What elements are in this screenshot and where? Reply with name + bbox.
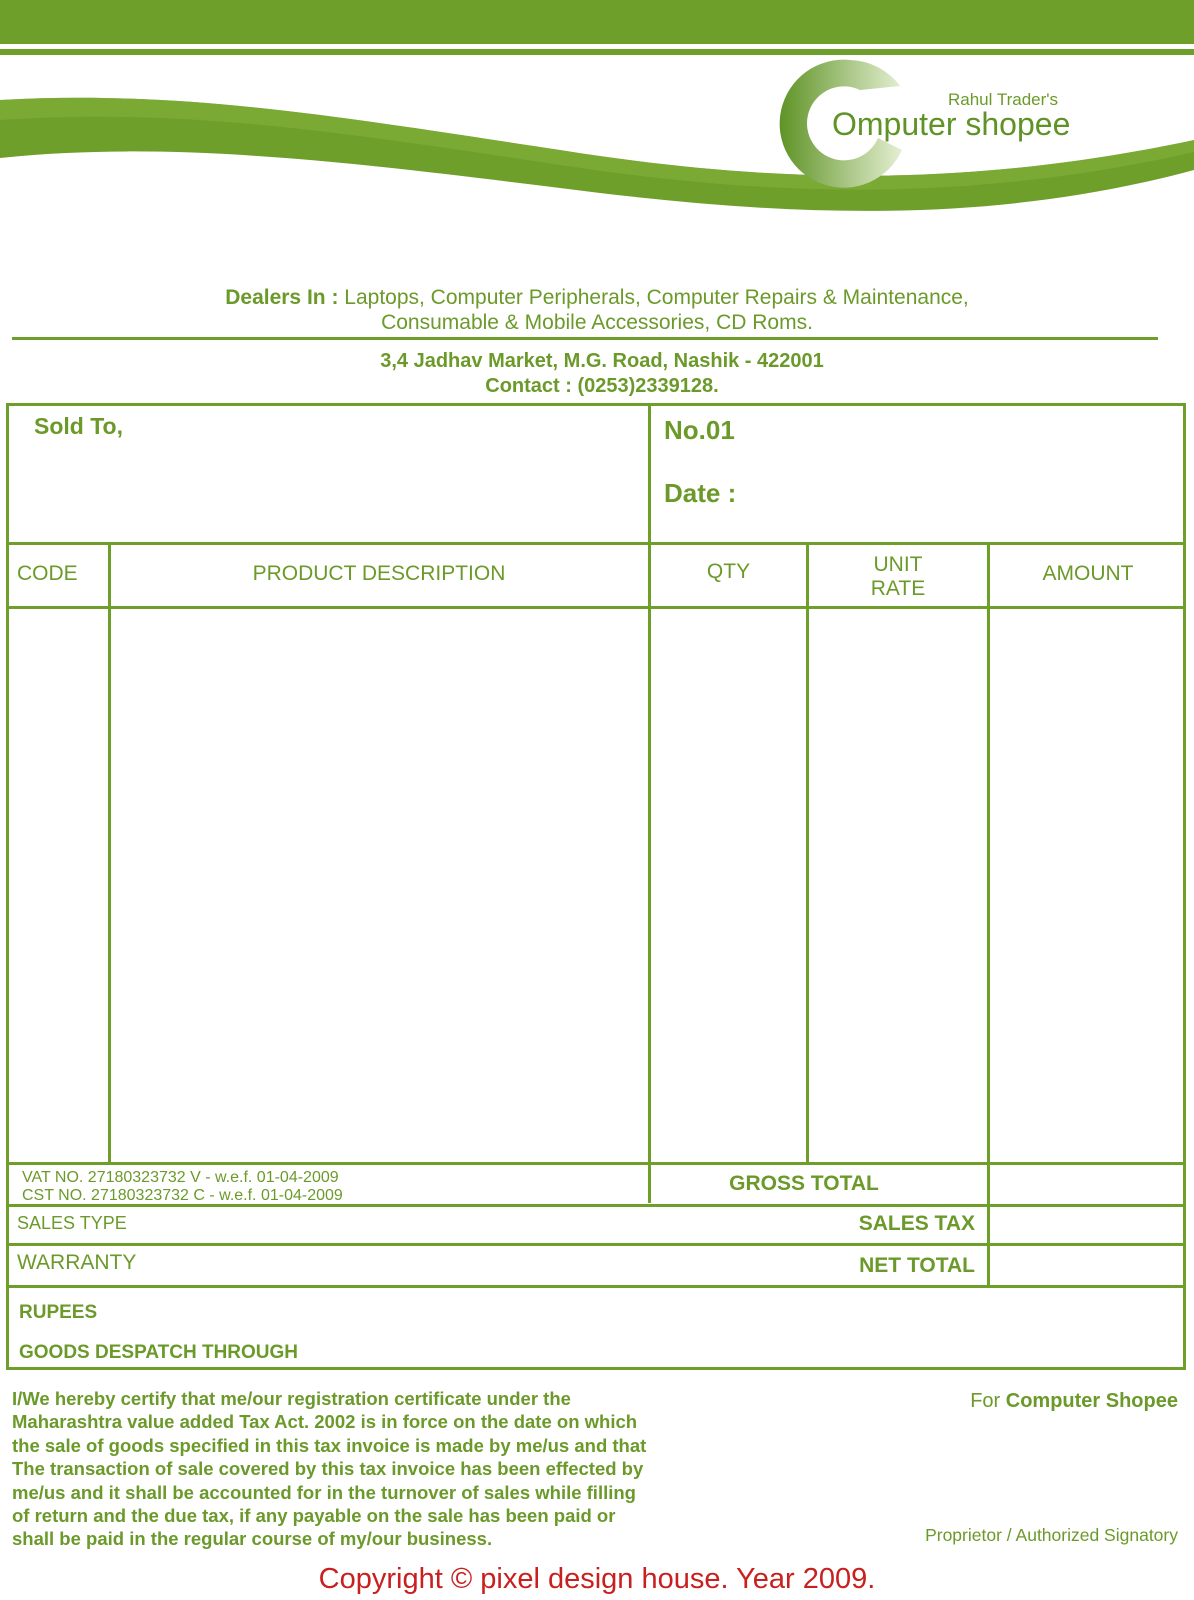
col-line-amount xyxy=(987,542,990,1286)
contact-line: Contact : (0253)2339128. xyxy=(485,375,719,397)
col-header-unit: UNIT xyxy=(873,553,923,576)
for-company-name: Computer Shopee xyxy=(1005,1390,1178,1412)
col-header-rate: RATE xyxy=(870,577,926,600)
col-line-qty xyxy=(648,403,651,1203)
certificate-line: The transaction of sale covered by this tax invoice has been effected by xyxy=(12,1458,644,1480)
col-header-qty: QTY xyxy=(706,560,751,583)
row-line-warranty xyxy=(6,1243,1186,1246)
copyright-text: Copyright xyxy=(318,1563,443,1595)
certificate-line: Maharashtra value added Tax Act. 2002 is in force on the date on which xyxy=(12,1411,638,1433)
certificate-text xyxy=(12,1387,812,1551)
certificate-line: me/us and it shall be accounted for in the turnover of sales while filling xyxy=(12,1481,636,1503)
sales-type-label: SALES TYPE xyxy=(17,1213,127,1233)
cst-number: CST NO. 27180323732 C - w.e.f. 01-04-2009 xyxy=(22,1187,343,1204)
dealers-line1: Laptops, Computer Peripherals, Computer Repairs & Maintenance, xyxy=(344,286,969,309)
dealers-info xyxy=(0,285,1194,335)
col-header-description: PRODUCT DESCRIPTION xyxy=(252,562,506,585)
brand-tagline: Rahul Trader's xyxy=(948,90,1059,109)
dealers-line2: Consumable & Mobile Accessories, CD Roms. xyxy=(381,311,813,334)
col-header-amount: AMOUNT xyxy=(1042,562,1134,585)
vat-number: VAT NO. 27180323732 V - w.e.f. 01-04-2009 xyxy=(22,1169,339,1186)
divider xyxy=(12,337,1158,340)
address-line: 3,4 Jadhav Market, M.G. Road, Nashik - 422001 xyxy=(380,350,824,372)
gross-total-label: GROSS TOTAL xyxy=(729,1172,879,1195)
row-line-net xyxy=(6,1285,1186,1288)
certificate-line: the sale of goods specified in this tax invoice is made by me/us and that xyxy=(12,1434,647,1456)
tax-registration xyxy=(22,1169,343,1205)
dealers-label: Dealers In : xyxy=(225,286,339,309)
invoice-number: No.01 xyxy=(664,415,735,445)
col-line-rate xyxy=(806,542,809,1164)
net-total-label: NET TOTAL xyxy=(859,1254,975,1277)
for-company xyxy=(900,1390,1178,1413)
brand-name: Omputer shopee xyxy=(832,106,1071,142)
sales-tax-label: SALES TAX xyxy=(858,1212,975,1235)
col-header-code: CODE xyxy=(17,562,78,585)
signatory-label: Proprietor / Authorized Signatory xyxy=(925,1525,1178,1545)
header-separator xyxy=(6,542,1186,545)
certificate-line: of return and the due tax, if any payable on the sale has been paid or xyxy=(12,1505,616,1527)
warranty-label: WARRANTY xyxy=(17,1251,137,1274)
copyright-owner: pixel design house. Year 2009. xyxy=(480,1563,876,1595)
certificate-line: shall be paid in the regular course of my/our business. xyxy=(12,1528,493,1550)
address-block xyxy=(0,349,1194,399)
sold-to-label: Sold To, xyxy=(34,413,124,439)
items-bottom-line xyxy=(6,1162,1186,1165)
copyright-symbol: © xyxy=(450,1563,473,1595)
certificate-line: I/We hereby certify that me/our registration certificate under the xyxy=(12,1388,571,1409)
for-prefix: For xyxy=(970,1390,1001,1412)
invoice-frame xyxy=(6,403,1186,1370)
rupees-label: RUPEES xyxy=(19,1302,98,1323)
col-header-unit-rate xyxy=(809,553,987,601)
copyright-notice xyxy=(0,1563,1194,1596)
column-header-separator xyxy=(6,606,1186,609)
despatch-label: GOODS DESPATCH THROUGH xyxy=(19,1342,299,1363)
col-line-code xyxy=(108,542,111,1164)
date-label: Date : xyxy=(664,478,737,508)
